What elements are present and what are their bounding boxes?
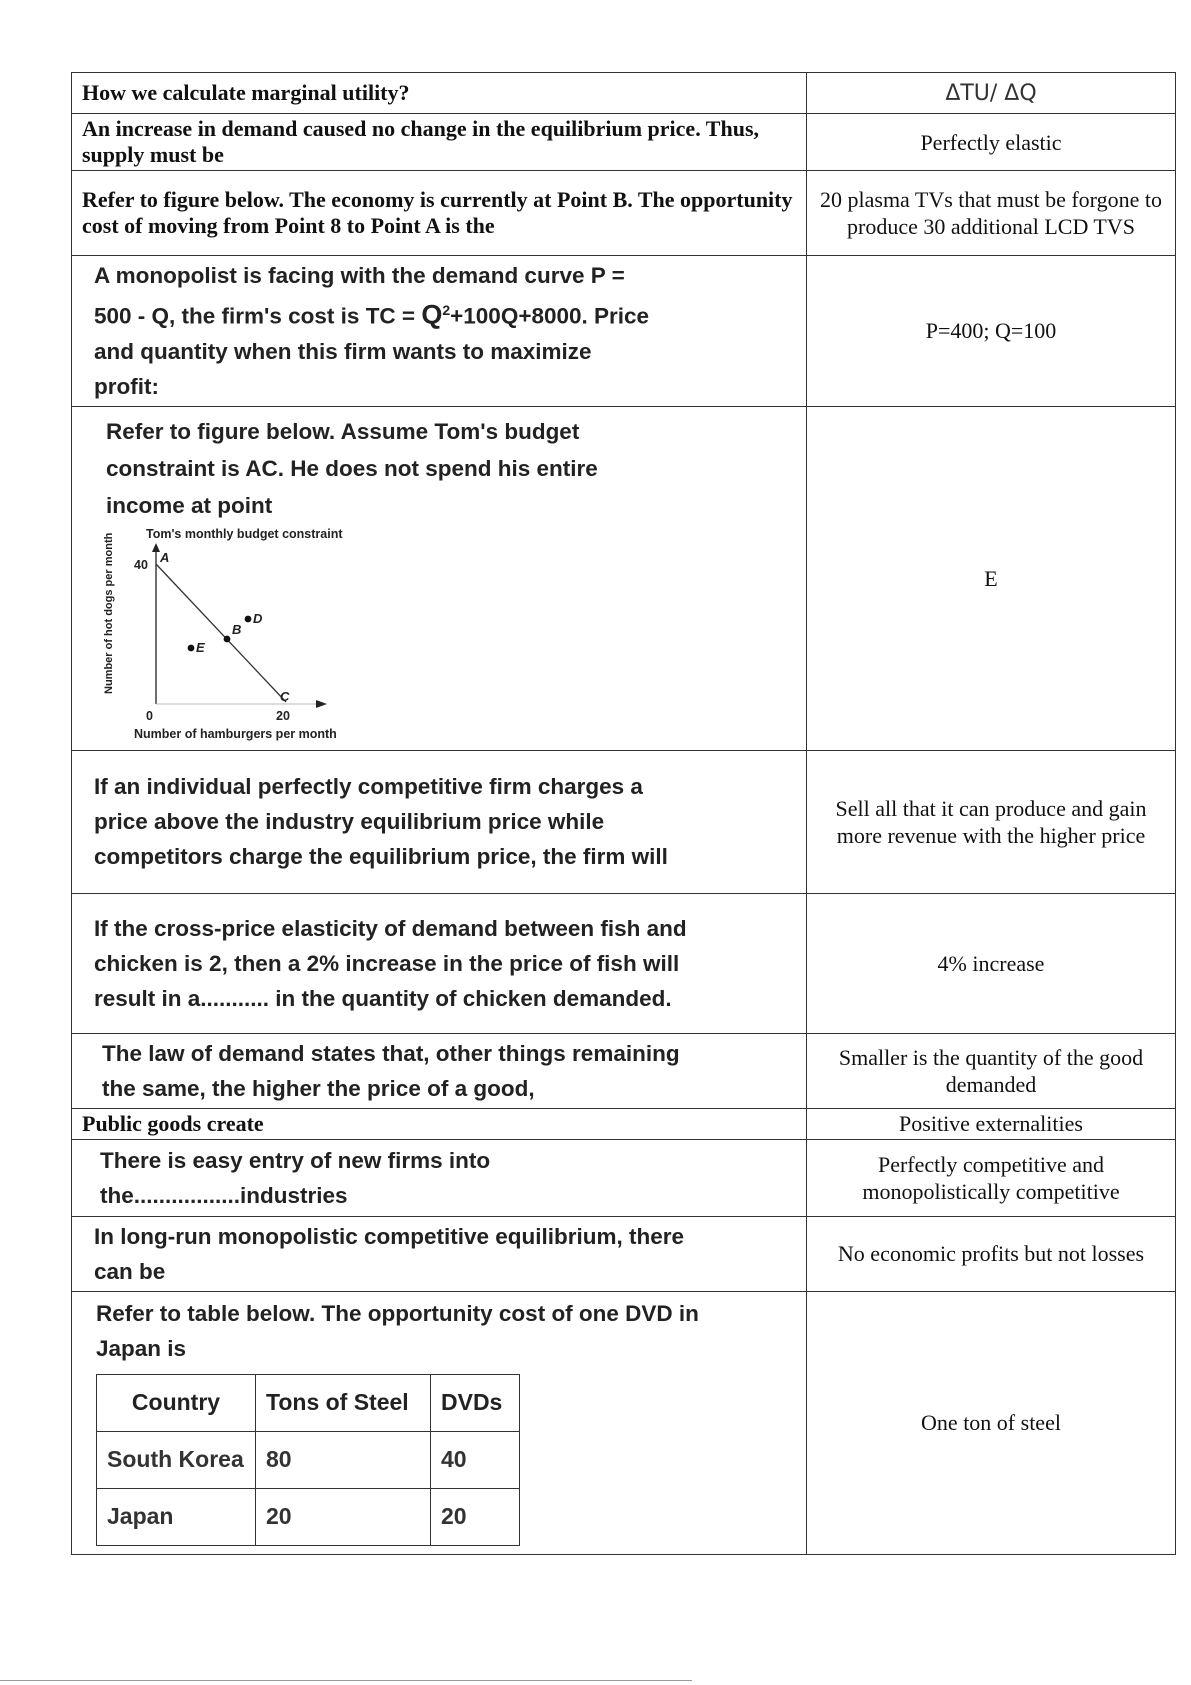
point-d-marker bbox=[245, 615, 252, 622]
table-row bbox=[72, 73, 1176, 114]
point-c-label: C bbox=[280, 688, 290, 704]
table-row bbox=[72, 1139, 1176, 1216]
table-row bbox=[72, 1108, 1176, 1139]
question-text: If an individual perfectly competitive firm charges a price above the industry equilibrium price while competitors charge the equilibrium price, the firm will bbox=[94, 774, 668, 869]
question-cell bbox=[72, 893, 807, 1033]
cell-dvds: 40 bbox=[431, 1431, 520, 1488]
question-cell bbox=[72, 1108, 807, 1139]
question-text: Refer to figure below. Assume Tom's budget constraint is AC. He does not spend his entire income at point bbox=[106, 418, 598, 518]
question-cell bbox=[72, 750, 807, 893]
point-e-label: E bbox=[196, 639, 205, 655]
table-row bbox=[72, 114, 1176, 171]
question-cell bbox=[72, 256, 807, 407]
answer-text: Perfectly competitive and monopolistically competitive bbox=[862, 1151, 1120, 1204]
answer-text: Sell all that it can produce and gain more revenue with the higher price bbox=[835, 795, 1147, 848]
answer-cell bbox=[807, 114, 1176, 171]
answer-cell bbox=[807, 256, 1176, 407]
table-row bbox=[72, 406, 1176, 750]
cell-country: Japan bbox=[97, 1488, 256, 1545]
point-b-label: B bbox=[232, 621, 242, 637]
question-text: A monopolist is facing with the demand curve P = 500 - Q, the firm's cost is TC = bbox=[94, 263, 625, 329]
answer-text: No economic profits but not losses bbox=[837, 1241, 1145, 1266]
question-cell bbox=[72, 1291, 807, 1554]
chart-title: Tom's monthly budget constraint bbox=[146, 526, 343, 541]
budget-constraint-chart bbox=[94, 524, 354, 742]
question-text: Refer to figure below. The economy is currently at Point B. The opportunity cost of moving from Point 8 to Point A is the bbox=[82, 187, 793, 238]
answer-text: ΔTU/ ΔQ bbox=[945, 81, 1037, 106]
question-cell bbox=[72, 114, 807, 171]
answer-text: Smaller is the quantity of the good demanded bbox=[838, 1044, 1144, 1097]
header-country: Country bbox=[97, 1374, 256, 1431]
cell-dvds: 20 bbox=[431, 1488, 520, 1545]
budget-line bbox=[156, 564, 286, 702]
question-cell bbox=[72, 1033, 807, 1108]
answer-cell bbox=[807, 750, 1176, 893]
answer-cell bbox=[807, 73, 1176, 114]
answer-cell bbox=[807, 171, 1176, 256]
question-text: Refer to table below. The opportunity cost of one DVD in Japan is bbox=[96, 1300, 699, 1361]
answer-text: 4% increase bbox=[937, 950, 1045, 976]
table-row bbox=[97, 1488, 520, 1545]
question-text: There is easy entry of new firms into the.................industries bbox=[100, 1147, 491, 1208]
answer-cell bbox=[807, 1033, 1176, 1108]
question-cell bbox=[72, 171, 807, 256]
question-text: An increase in demand caused no change in the equilibrium price. Thus, supply must be bbox=[82, 116, 760, 167]
point-e-marker bbox=[188, 644, 195, 651]
question-text-rest: +100Q+8000. Price and quantity when this firm wants to maximize profit: bbox=[94, 303, 650, 399]
y-tick-label: 40 bbox=[134, 557, 148, 572]
x-tick-label: 20 bbox=[276, 708, 290, 723]
table-row bbox=[97, 1431, 520, 1488]
x-axis-arrow bbox=[316, 700, 327, 708]
answer-cell bbox=[807, 893, 1176, 1033]
qa-table bbox=[71, 72, 1176, 1555]
answer-text: E bbox=[984, 565, 998, 591]
answer-text: P=400; Q=100 bbox=[925, 318, 1057, 344]
table-row bbox=[72, 171, 1176, 256]
x-axis-label: Number of hamburgers per month bbox=[134, 726, 337, 741]
question-cell bbox=[72, 73, 807, 114]
table-row bbox=[72, 750, 1176, 893]
footer-divider bbox=[0, 1680, 692, 1681]
answer-text: Positive externalities bbox=[899, 1111, 1083, 1136]
question-text: The law of demand states that, other things remaining the same, the higher the price of a good, bbox=[102, 1040, 680, 1101]
answer-cell bbox=[807, 1216, 1176, 1291]
y-axis-label: Number of hot dogs per month bbox=[103, 532, 115, 694]
answer-cell bbox=[807, 1291, 1176, 1554]
table-row bbox=[72, 256, 1176, 407]
question-text-q: Q bbox=[421, 299, 443, 330]
y-axis-arrow bbox=[152, 543, 160, 552]
cell-country: South Korea bbox=[97, 1431, 256, 1488]
answer-cell bbox=[807, 1108, 1176, 1139]
origin-label: 0 bbox=[146, 708, 153, 723]
table-header-row bbox=[97, 1374, 520, 1431]
header-dvds: DVDs bbox=[431, 1374, 520, 1431]
header-steel: Tons of Steel bbox=[256, 1374, 431, 1431]
point-a-label: A bbox=[160, 549, 170, 565]
table-row bbox=[72, 1033, 1176, 1108]
question-text: In long-run monopolistic competitive equilibrium, there can be bbox=[94, 1223, 685, 1284]
cell-steel: 20 bbox=[256, 1488, 431, 1545]
answer-cell bbox=[807, 1139, 1176, 1216]
table-row bbox=[72, 893, 1176, 1033]
question-cell bbox=[72, 1139, 807, 1216]
question-text: Public goods create bbox=[82, 1110, 264, 1136]
answer-text: Perfectly elastic bbox=[920, 129, 1062, 155]
point-b-marker bbox=[224, 635, 231, 642]
question-text: How we calculate marginal utility? bbox=[82, 80, 410, 105]
steel-dvd-table bbox=[96, 1374, 520, 1546]
point-d-label: D bbox=[253, 610, 263, 626]
question-superscript: 2 bbox=[442, 302, 451, 318]
answer-text: 20 plasma TVs that must be forgone to produce 30 additional LCD TVS bbox=[820, 187, 1162, 239]
answer-text: One ton of steel bbox=[921, 1410, 1061, 1435]
question-cell bbox=[72, 1216, 807, 1291]
table-row bbox=[72, 1291, 1176, 1554]
question-text: If the cross-price elasticity of demand between fish and chicken is 2, then a 2% increase in the price of fish will result in a........... in the quantity of chicken demanded. bbox=[94, 915, 687, 1011]
question-cell bbox=[72, 406, 807, 750]
table-row bbox=[72, 1216, 1176, 1291]
answer-cell bbox=[807, 406, 1176, 750]
cell-steel: 80 bbox=[256, 1431, 431, 1488]
